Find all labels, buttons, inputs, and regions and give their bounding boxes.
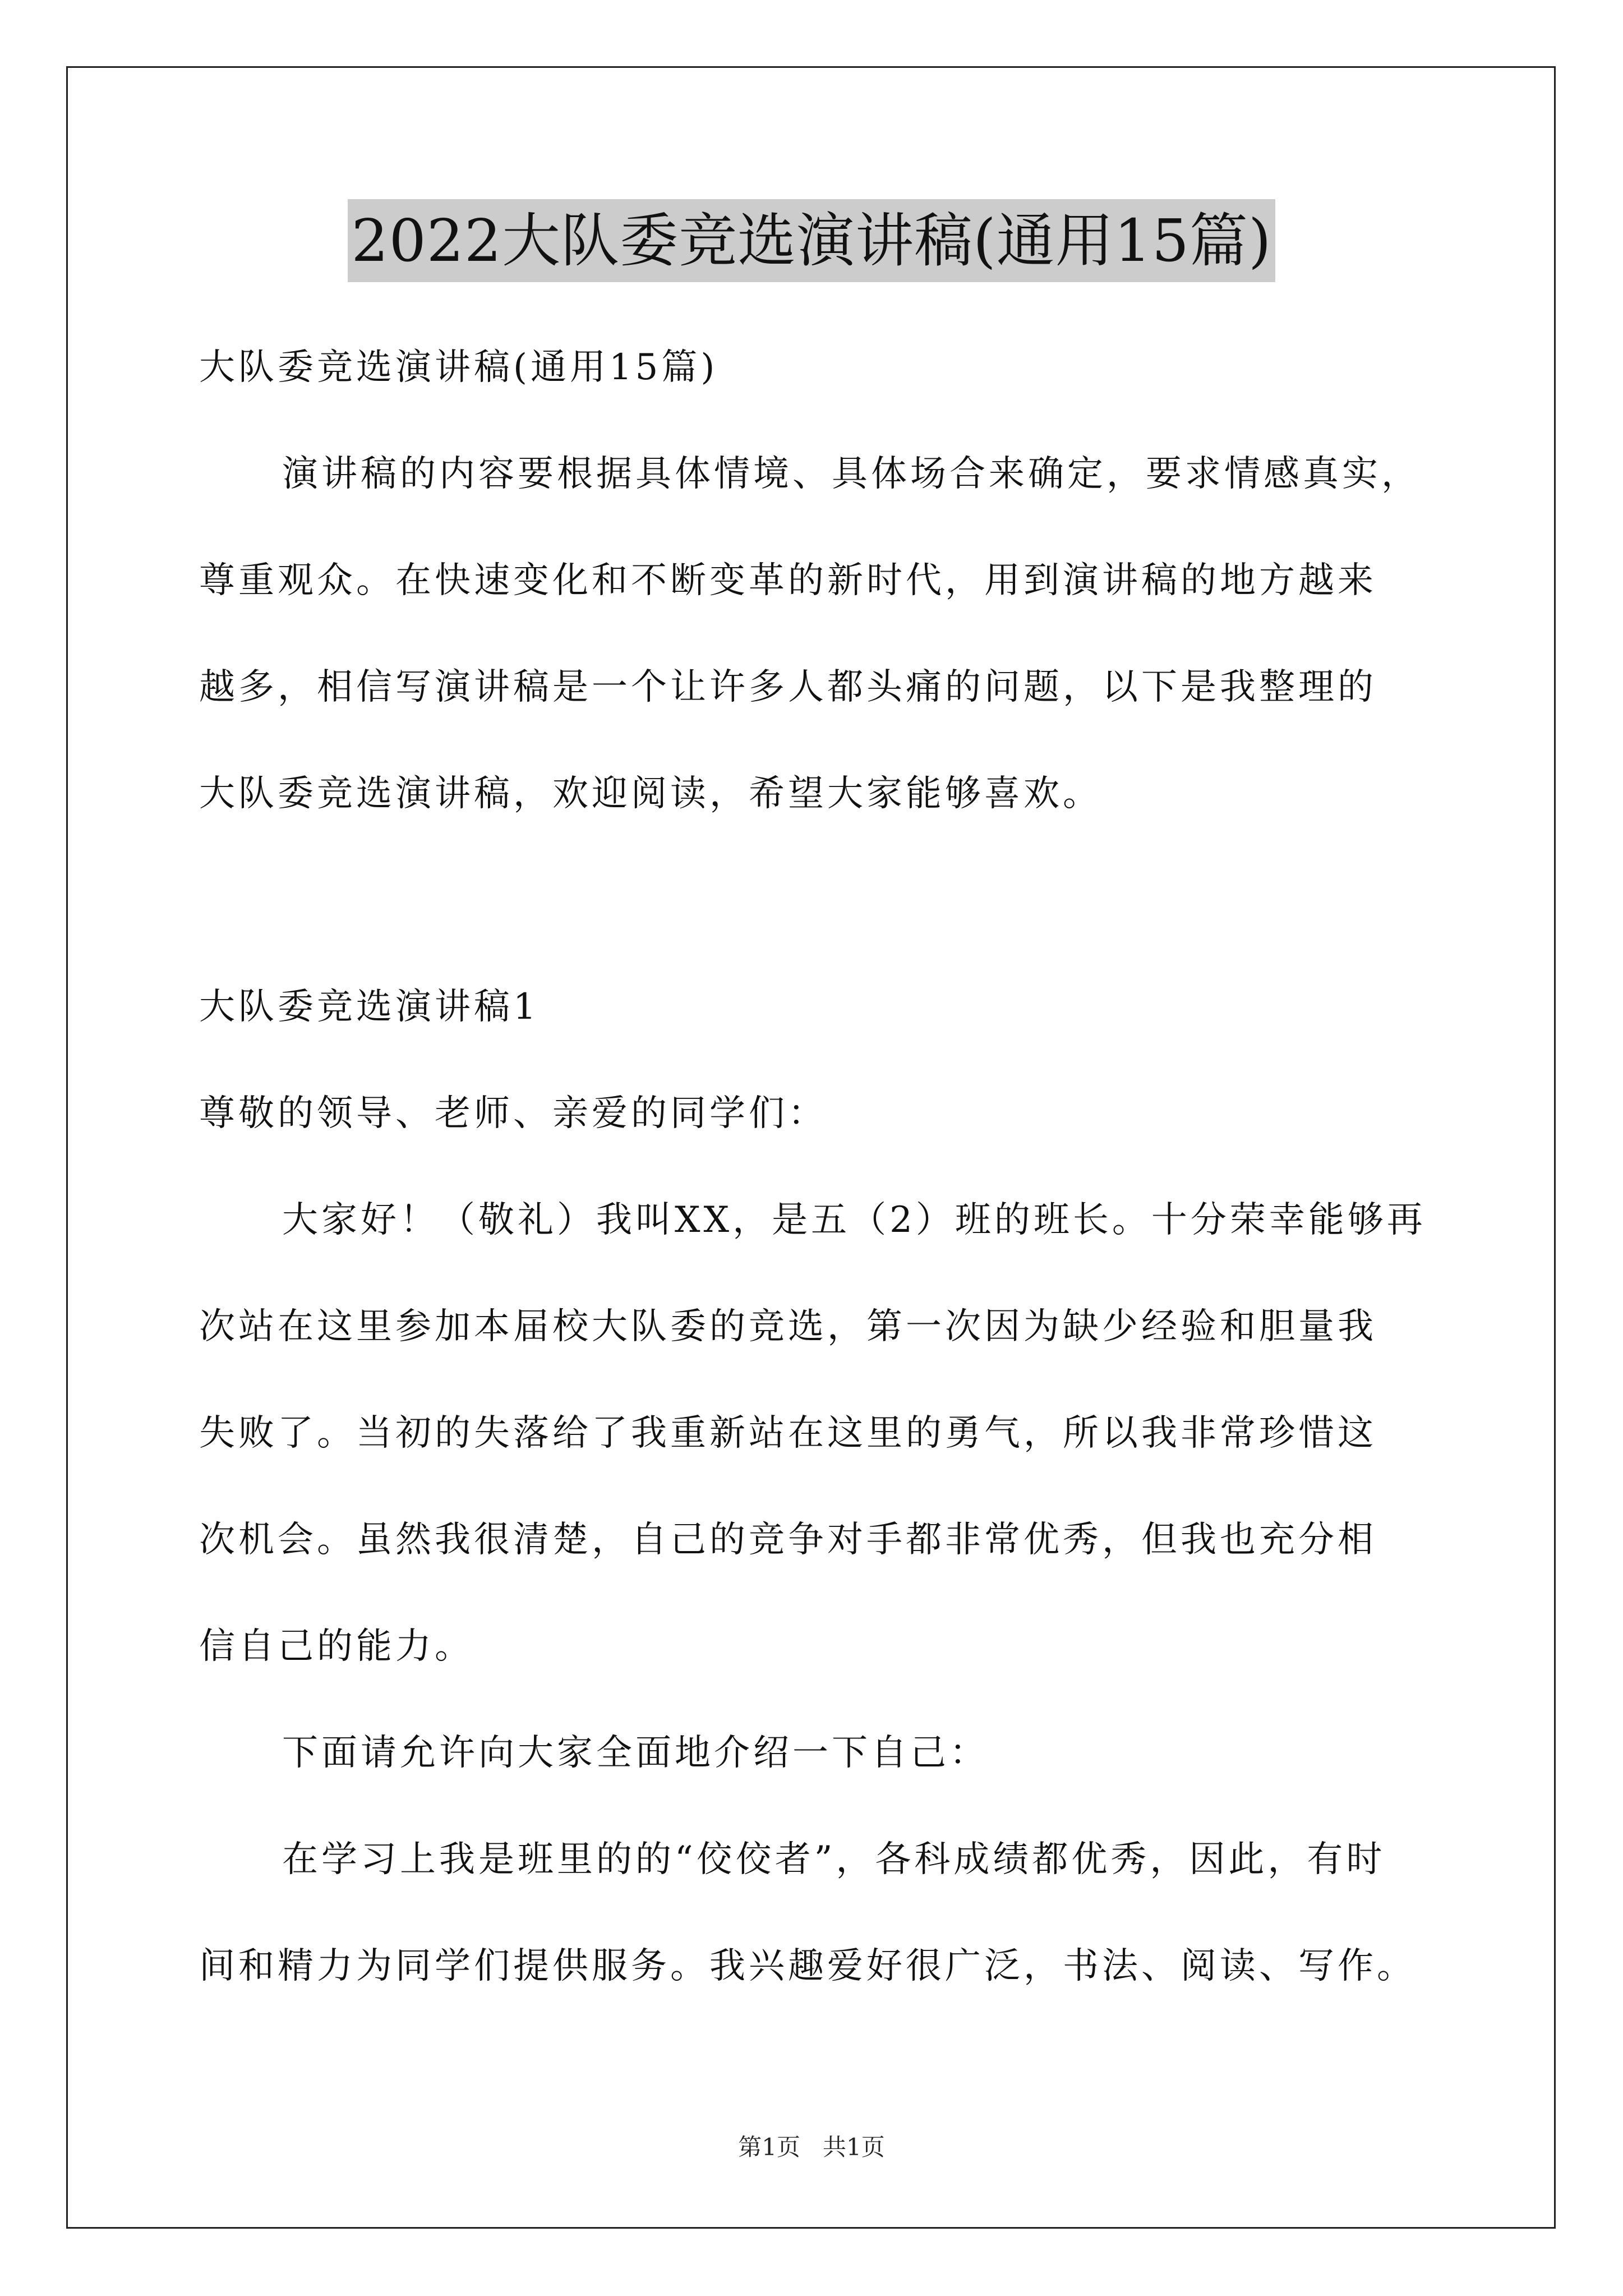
paragraph-line: 下面请允许向大家全面地介绍一下自己： (282, 1732, 989, 1774)
section-heading: 大队委竞选演讲稿1 (199, 986, 540, 1028)
paragraph-line: 间和精力为同学们提供服务。我兴趣爱好很广泛，书法、阅读、写作。 (199, 1945, 1416, 1987)
page-footer (0, 2129, 1623, 2162)
document-title-text: 2022大队委竞选演讲稿(通用15篇) (348, 199, 1275, 282)
intro-line: 演讲稿的内容要根据具体情境、具体场合来确定，要求情感真实， (282, 453, 1421, 495)
salutation: 尊敬的领导、老师、亲爱的同学们： (199, 1093, 827, 1134)
intro-line: 大队委竞选演讲稿，欢迎阅读，希望大家能够喜欢。 (199, 773, 1102, 815)
paragraph-line: 在学习上我是班里的的“佼佼者”，各科成绩都优秀，因此，有时 (282, 1839, 1386, 1880)
document-title (0, 199, 1623, 282)
section-spacer (199, 847, 1455, 954)
intro-line: 越多，相信写演讲稿是一个让许多人都头痛的问题，以下是我整理的 (199, 666, 1377, 708)
paragraph-line: 大家好！（敬礼）我叫XX，是五（2）班的班长。十分荣幸能够再 (282, 1199, 1426, 1241)
paragraph-line: 次站在这里参加本届校大队委的竞选，第一次因为缺少经验和胆量我 (199, 1306, 1377, 1347)
page-number: 第1页 (738, 2133, 800, 2161)
document-body (199, 314, 1455, 2019)
intro-line: 尊重观众。在快速变化和不断变革的新时代，用到演讲稿的地方越来 (199, 560, 1377, 601)
paragraph-line: 信自己的能力。 (199, 1626, 474, 1667)
subtitle: 大队委竞选演讲稿(通用15篇) (199, 347, 718, 388)
paragraph-line: 次机会。虽然我很清楚，自己的竞争对手都非常优秀，但我也充分相 (199, 1519, 1377, 1561)
page-total: 共1页 (823, 2133, 885, 2161)
paragraph-line: 失败了。当初的失落给了我重新站在这里的勇气，所以我非常珍惜这 (199, 1412, 1377, 1454)
